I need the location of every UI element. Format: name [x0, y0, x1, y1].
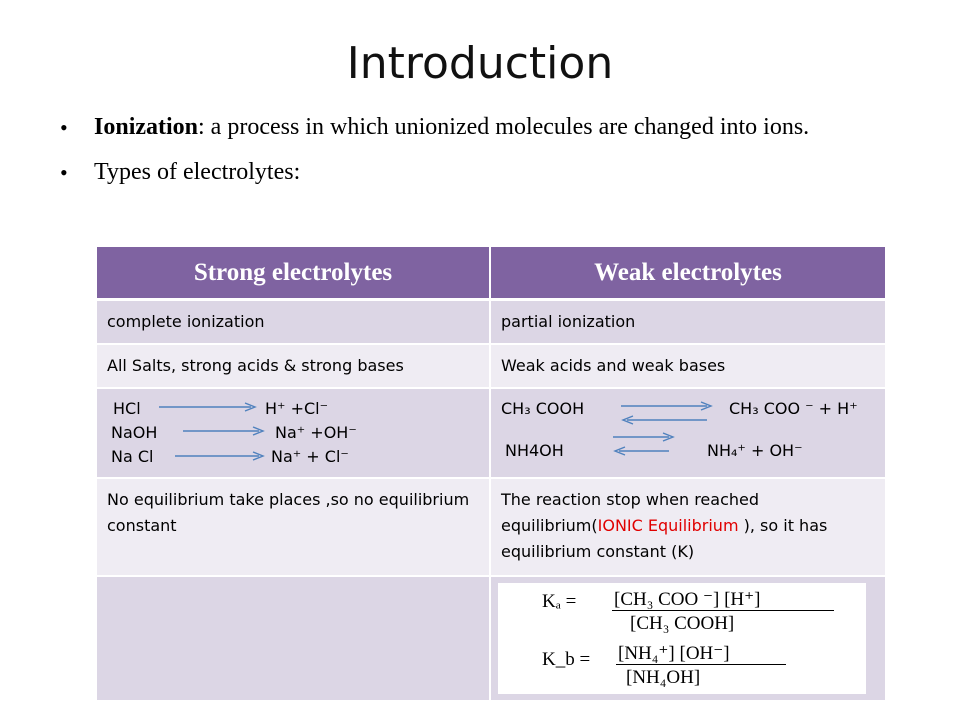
reactant: CH₃ COOH [501, 399, 585, 418]
reactant: HCl [113, 399, 141, 418]
kb-numerator: [NH₄⁺] [OH⁻] [618, 643, 730, 664]
header-strong: Strong electrolytes [97, 247, 490, 300]
reactant: Na Cl [111, 447, 154, 466]
equilibrium-text-post: ), so it has equilibrium constant (K) [501, 516, 828, 561]
types-text: Types of electrolytes: [94, 159, 301, 185]
ka-denominator: [CH₃ COOH] [630, 613, 735, 634]
cell-strong-examples: All Salts, strong acids & strong bases [97, 344, 490, 388]
cell-weak-ionization: partial ionization [490, 300, 886, 345]
forward-arrow-icon [175, 451, 265, 461]
product: Na⁺ +OH⁻ [275, 423, 357, 442]
product: Na⁺ + Cl⁻ [271, 447, 349, 466]
cell-strong-reactions [97, 388, 490, 478]
cell-weak-equilibrium [490, 478, 886, 576]
reactant: NaOH [111, 423, 158, 442]
ionic-equilibrium-highlight: IONIC Equilibrium [597, 516, 744, 535]
reactant: NH4OH [505, 441, 564, 460]
product: H⁺ +Cl⁻ [265, 399, 329, 418]
bullet-types [60, 157, 830, 188]
bullet-list [60, 112, 830, 202]
product: CH₃ COO ⁻ + H⁺ [729, 399, 858, 418]
table-row [97, 300, 886, 345]
electrolytes-table [97, 247, 887, 702]
ionization-term: Ionization [94, 114, 199, 140]
reaction-naoh [107, 421, 479, 445]
equilibrium-text-pre: The reaction stop when reached equilibrium( [501, 490, 759, 535]
reaction-nacl [107, 445, 479, 469]
forward-arrow-icon [183, 426, 265, 436]
kb-symbol: K_b = [542, 649, 591, 670]
ionization-definition: : a process in which unionized molecules are changed into ions. [198, 114, 810, 140]
cell-weak-formulas [490, 576, 886, 701]
forward-arrow-icon [159, 402, 257, 412]
product: NH₄⁺ + OH⁻ [707, 441, 803, 460]
reaction-ammonium-hydroxide [501, 439, 875, 463]
equilibrium-arrows-icon [613, 431, 675, 457]
ka-symbol: Kₐ = [542, 591, 577, 612]
reaction-acetic-acid [501, 397, 875, 439]
bullet-dot-icon: • [60, 115, 68, 140]
cell-strong-equilibrium: No equilibrium take places ,so no equilibrium constant [97, 478, 490, 576]
ka-numerator: [CH₃ COO ⁻] [H⁺] [614, 589, 761, 610]
equilibrium-constant-formulas [498, 583, 866, 694]
table-row [97, 576, 886, 701]
kb-denominator: [NH₄OH] [626, 667, 701, 688]
bullet-ionization [60, 112, 830, 143]
cell-weak-reactions [490, 388, 886, 478]
header-weak: Weak electrolytes [490, 247, 886, 300]
slide-title: Introduction [346, 38, 614, 89]
bullet-dot-icon: • [60, 160, 68, 185]
cell-weak-examples: Weak acids and weak bases [490, 344, 886, 388]
equilibrium-arrows-icon [621, 400, 713, 426]
cell-strong-ionization: complete ionization [97, 300, 490, 345]
cell-strong-empty [97, 576, 490, 701]
table-row [97, 388, 886, 478]
table-row [97, 344, 886, 388]
reaction-hcl [107, 397, 479, 421]
table-row [97, 478, 886, 576]
